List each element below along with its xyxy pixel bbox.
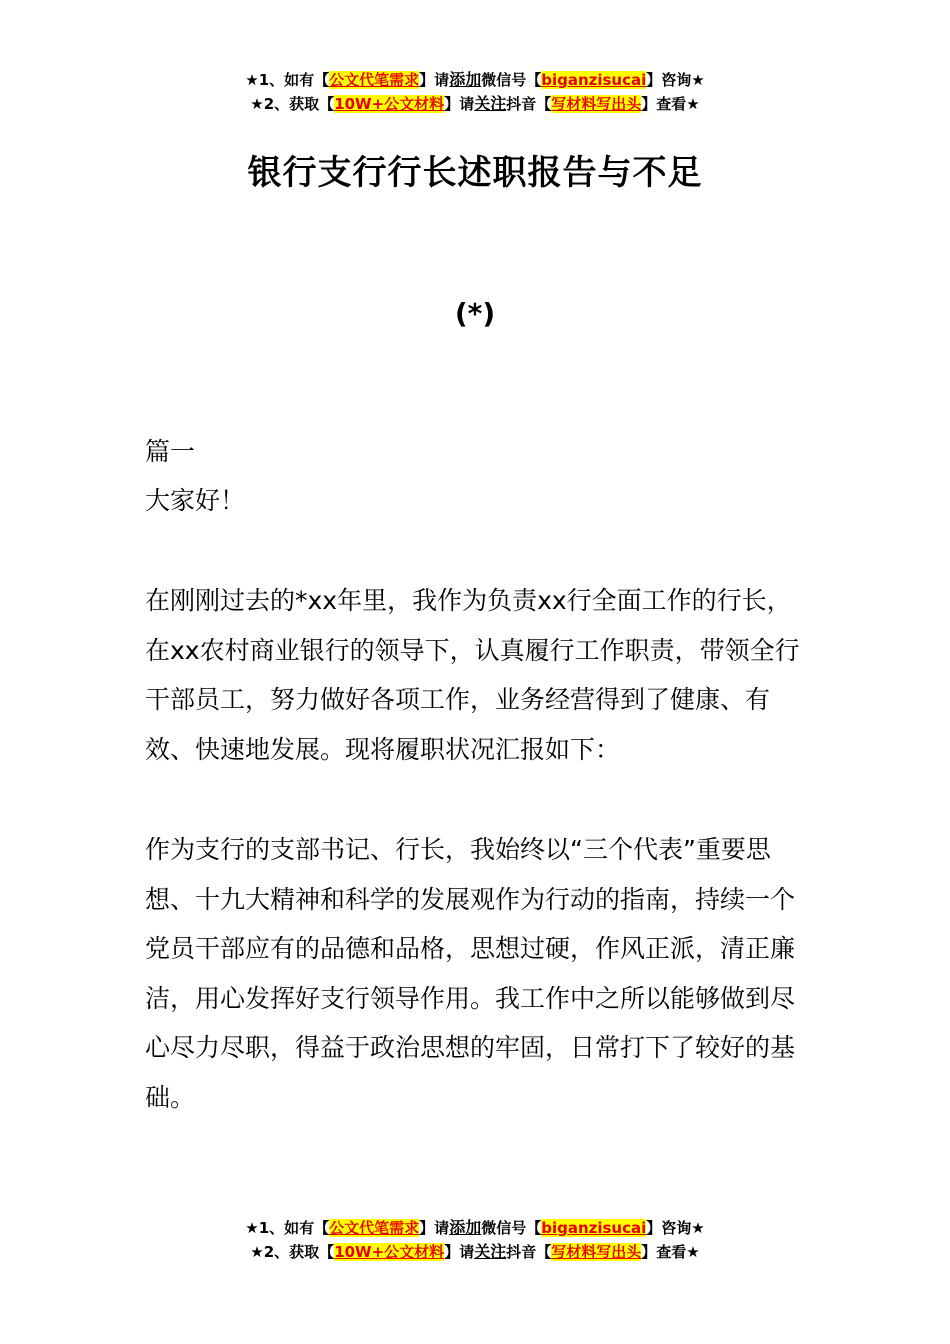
promo-text: 】请 xyxy=(419,1219,450,1237)
promo-line-2 xyxy=(0,92,950,116)
promo-text: 】咨询★ xyxy=(646,1219,705,1237)
paragraph-text: 作为支行的支部书记、行长，我始终以“三个代表”重要思想、十九大精神和科学的发展观作为行动的指南，持续一个党员干部应有的品德和品格，思想过硬，作风正派，清正廉洁，用心发挥好支行领导作用。我工作中之所以能够做到尽心尽力尽职，得益于政治思想的牢固，日常打下了较好的基础。 xyxy=(145,835,796,1112)
promo-highlight-account: 写材料写出头 xyxy=(551,95,642,113)
promo-line-1 xyxy=(0,1216,950,1240)
promo-emphasis: 添加 xyxy=(449,1218,482,1237)
promo-text: 抖音【 xyxy=(506,95,552,113)
promo-emphasis: 添加 xyxy=(449,70,482,89)
bottom-promo-banner xyxy=(0,1216,950,1264)
promo-text: 抖音【 xyxy=(506,1243,552,1261)
promo-highlight-wechat-id: biganzisucai xyxy=(541,1219,647,1237)
promo-highlight-service: 公文代笔需求 xyxy=(329,1219,420,1237)
paragraph-text: 在刚刚过去的*xx年里，我作为负责xx行全面工作的行长，在xx农村商业银行的领导下，认真履行工作职责，带领全行干部员工，努力做好各项工作，业务经营得到了健康、有效、快速地发展。现将履职状况汇报如下： xyxy=(145,586,800,764)
promo-emphasis: 关注 xyxy=(474,94,507,113)
promo-emphasis: 关注 xyxy=(474,1242,507,1261)
promo-text: 】查看★ xyxy=(641,1243,700,1261)
promo-text: 】咨询★ xyxy=(646,71,705,89)
promo-highlight-account: 写材料写出头 xyxy=(551,1243,642,1261)
promo-highlight-materials: 10W+公文材料 xyxy=(334,1243,445,1261)
promo-text: 微信号【 xyxy=(481,1219,542,1237)
promo-highlight-service: 公文代笔需求 xyxy=(329,71,420,89)
promo-text: ★1、如有【 xyxy=(245,71,330,89)
document-title: 银行支行行长述职报告与不足 xyxy=(247,153,703,193)
body-paragraph-1 xyxy=(145,576,810,774)
promo-text: ★2、获取【 xyxy=(250,95,335,113)
promo-text: 微信号【 xyxy=(481,71,542,89)
promo-text: 】查看★ xyxy=(641,95,700,113)
section-heading: 篇一 xyxy=(145,437,196,466)
promo-text: ★2、获取【 xyxy=(250,1243,335,1261)
document-subtitle: (*) xyxy=(454,297,496,330)
promo-text: 】请 xyxy=(444,95,475,113)
promo-line-1 xyxy=(0,68,950,92)
promo-text: 】请 xyxy=(419,71,450,89)
promo-text: ★1、如有【 xyxy=(245,1219,330,1237)
promo-line-2 xyxy=(0,1240,950,1264)
top-promo-banner xyxy=(0,68,950,116)
promo-text: 】请 xyxy=(444,1243,475,1261)
body-paragraph-2 xyxy=(145,825,810,1122)
greeting: 大家好！ xyxy=(145,486,246,515)
promo-highlight-materials: 10W+公文材料 xyxy=(334,95,445,113)
promo-highlight-wechat-id: biganzisucai xyxy=(541,71,647,89)
